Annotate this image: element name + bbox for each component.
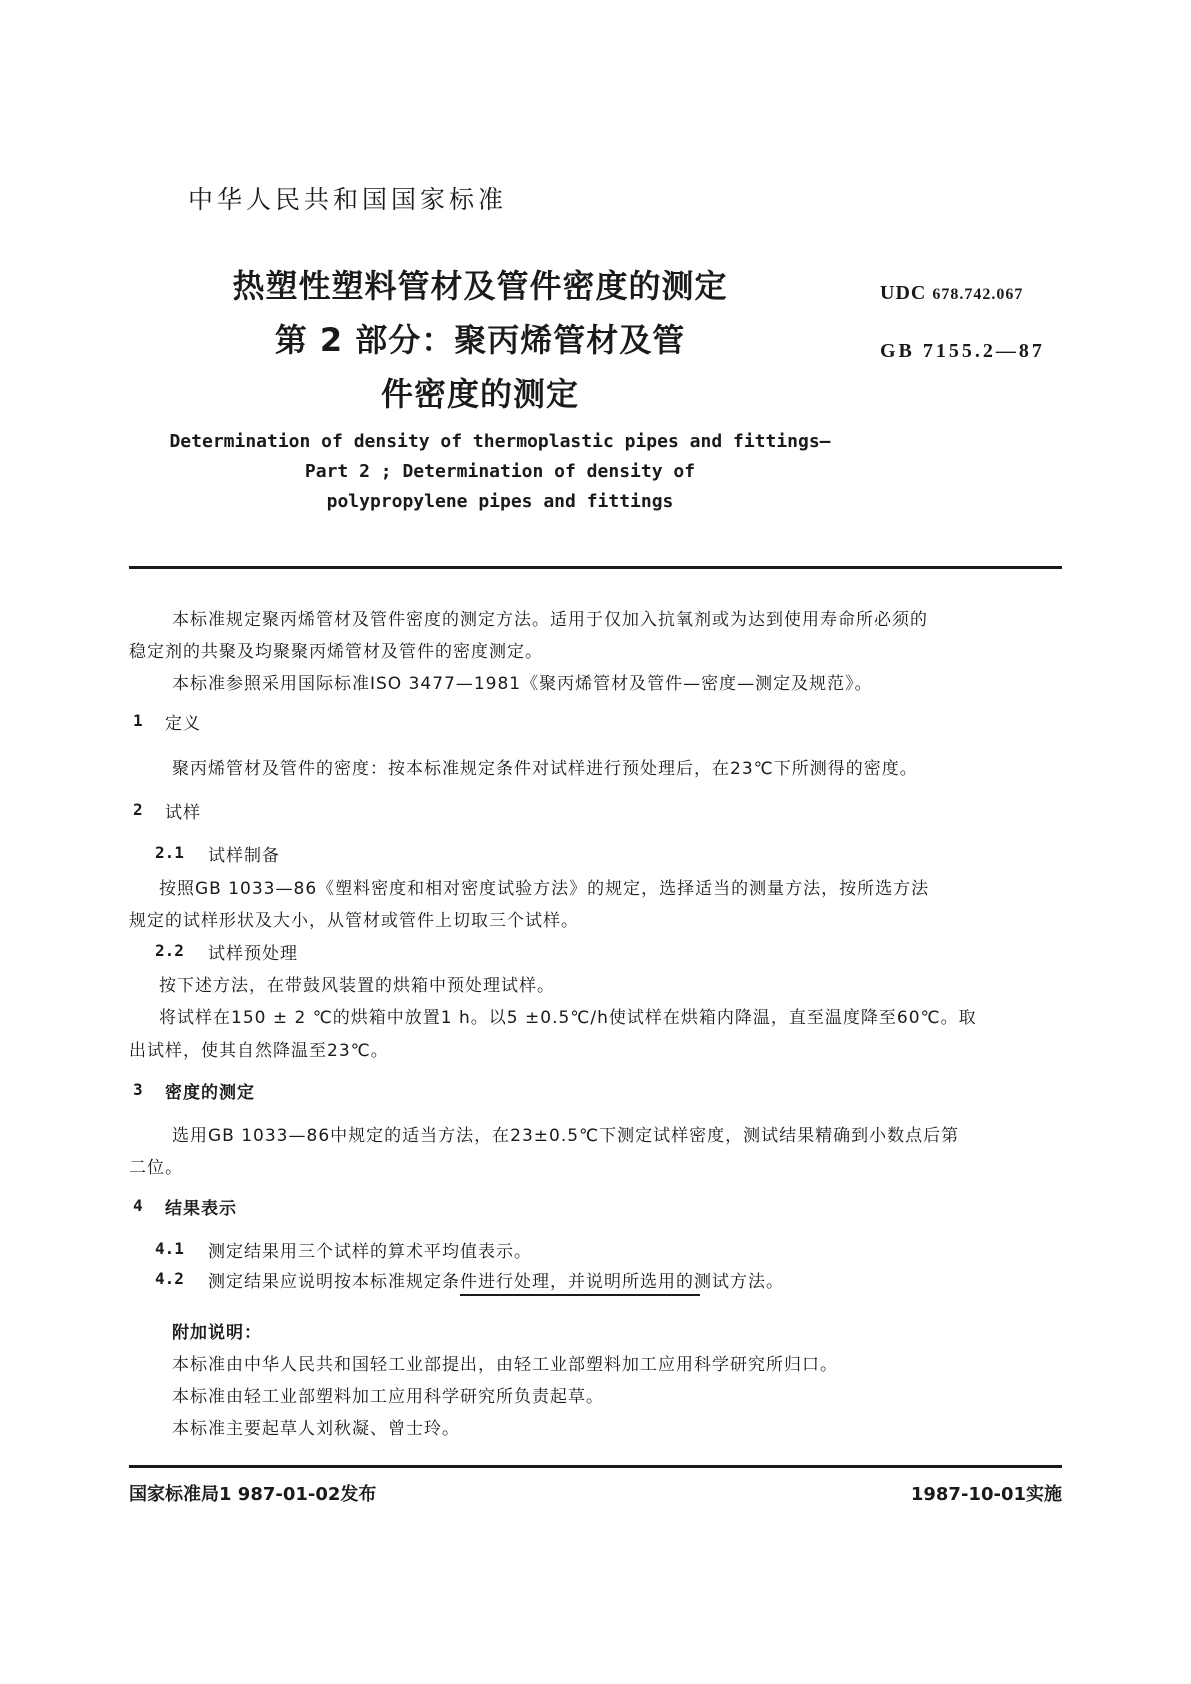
section-2-2-line2: 将试样在150 ± 2 ℃的烘箱中放置1 h。以5 ±0.5℃/h使试样在烘箱内降温，直至温度降至60℃。取: [159, 1008, 977, 1028]
section-3-line2: 二位。: [129, 1158, 183, 1178]
section-3-line1: 选用GB 1033—86中规定的适当方法，在23±0.5℃下测定试样密度，测试结果精确到小数点后第: [172, 1126, 960, 1146]
section-2-2-line3: 出试样，使其自然降温至23℃。: [129, 1041, 389, 1061]
section-2-1-line2: 规定的试样形状及大小，从管材或管件上切取三个试样。: [129, 911, 579, 931]
title-en-line3: polypropylene pipes and fittings: [326, 491, 674, 512]
title-cn-line2: 第 2 部分：聚丙烯管材及管: [274, 321, 686, 359]
section-2-number: 2: [133, 800, 143, 819]
footer-divider: [129, 1465, 1062, 1468]
section-1-number: 1: [133, 711, 143, 730]
section-1-title: 定义: [165, 714, 201, 734]
gb-standard-code: GB 7155.2—87: [880, 340, 1045, 362]
national-standard-heading: 中华人民共和国国家标准: [187, 185, 507, 214]
udc-code: 678.742.067: [932, 286, 1024, 303]
intro-line2: 稳定剂的共聚及均聚聚丙烯管材及管件的密度测定。: [129, 642, 543, 662]
section-3-title: 密度的测定: [165, 1083, 255, 1103]
section-2-title: 试样: [165, 803, 201, 823]
intro-line3: 本标准参照采用国际标准ISO 3477—1981《聚丙烯管材及管件—密度—测定及规范》。: [172, 674, 873, 694]
title-en-line2: Part 2 ; Determination of density of: [304, 461, 696, 482]
section-3-number: 3: [133, 1080, 143, 1099]
udc-classification: [880, 282, 1023, 305]
section-4-1-number: 4.1: [155, 1239, 184, 1258]
notes-line2: 本标准由轻工业部塑料加工应用科学研究所负责起草。: [172, 1387, 604, 1407]
intro-line1: 本标准规定聚丙烯管材及管件密度的测定方法。适用于仅加入抗氧剂或为达到使用寿命所必须的: [172, 610, 928, 630]
issued-date: 国家标准局1 987-01-02发布: [129, 1484, 377, 1505]
section-2-2-title: 试样预处理: [208, 944, 298, 964]
udc-label: UDC: [880, 282, 927, 304]
section-4-2-text: 测定结果应说明按本标准规定条件进行处理，并说明所选用的测试方法。: [208, 1272, 784, 1292]
notes-line3: 本标准主要起草人刘秋凝、曾士玲。: [172, 1419, 460, 1439]
title-cn-line1: 热塑性塑料管材及管件密度的测定: [232, 267, 728, 305]
section-2-2-line1: 按下述方法，在带鼓风装置的烘箱中预处理试样。: [159, 976, 555, 996]
notes-title: 附加说明：: [172, 1323, 262, 1343]
header-divider: [129, 566, 1062, 569]
section-2-2-number: 2.2: [155, 941, 184, 960]
notes-line1: 本标准由中华人民共和国轻工业部提出，由轻工业部塑料加工应用科学研究所归口。: [172, 1355, 838, 1375]
section-1-body: 聚丙烯管材及管件的密度：按本标准规定条件对试样进行预处理后，在23℃下所测得的密度。: [172, 759, 918, 779]
effective-date: 1987-10-01实施: [910, 1484, 1062, 1505]
section-4-number: 4: [133, 1196, 143, 1215]
section-2-1-line1: 按照GB 1033—86《塑料密度和相对密度试验方法》的规定，选择适当的测量方法，按所选方法: [159, 879, 930, 899]
section-4-2-number: 4.2: [155, 1269, 184, 1288]
notes-divider: [460, 1294, 700, 1296]
section-4-title: 结果表示: [165, 1199, 237, 1219]
section-2-1-number: 2.1: [155, 843, 184, 862]
section-4-1-text: 测定结果用三个试样的算术平均值表示。: [208, 1242, 532, 1262]
section-2-1-title: 试样制备: [208, 846, 280, 866]
title-cn-line3: 件密度的测定: [380, 375, 579, 413]
title-en-line1: Determination of density of thermoplastic pipes and fittings—: [169, 431, 831, 452]
